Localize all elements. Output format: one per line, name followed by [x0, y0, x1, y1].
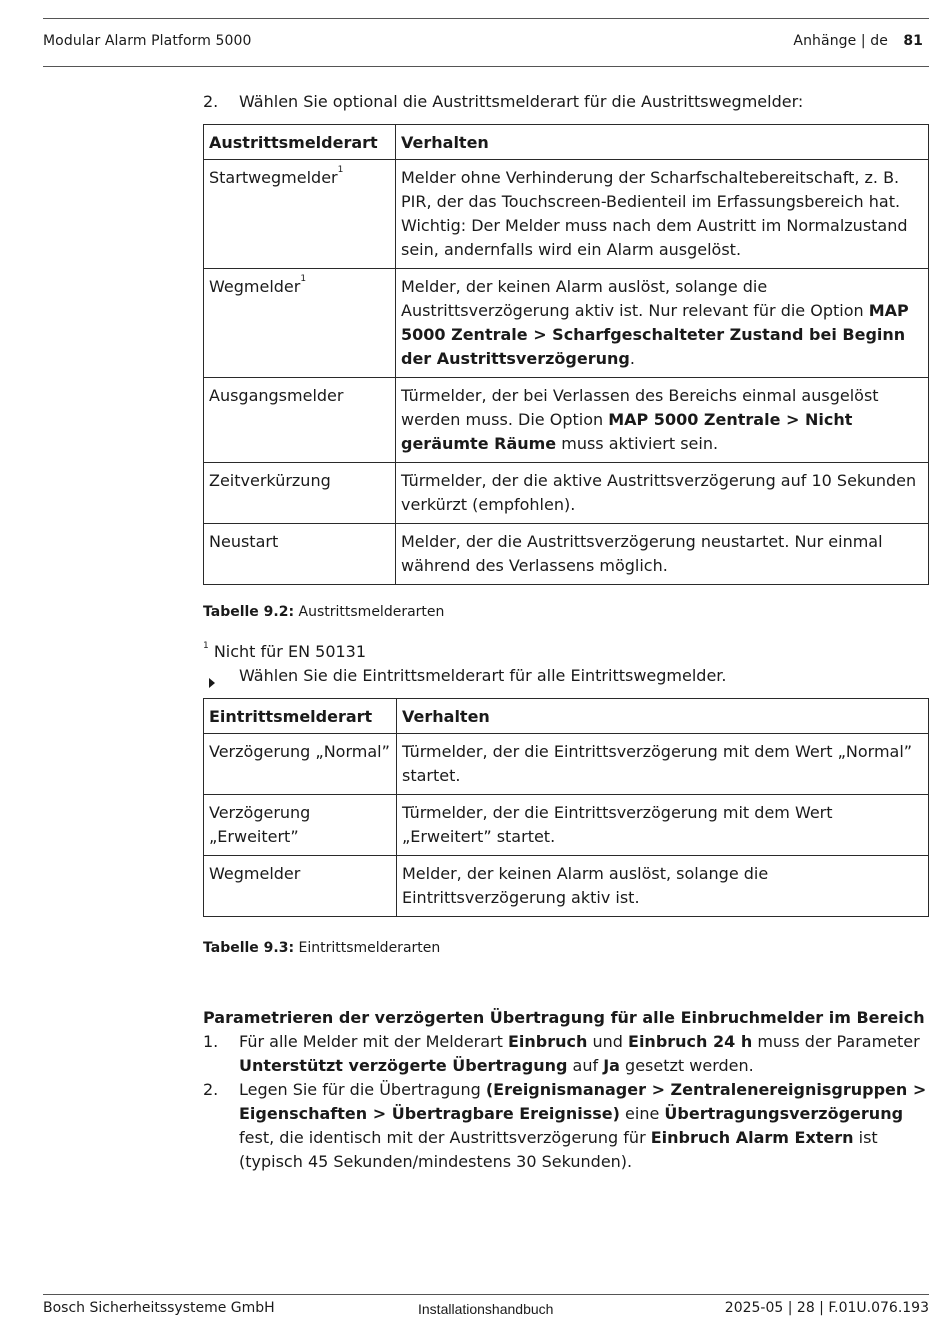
table-cell-behavior: Melder, der die Austrittsverzögerung neustartet. Nur einmal während des Verlassens möglich.: [396, 524, 929, 585]
table-cell-behavior: Türmelder, der die Eintrittsverzögerung mit dem Wert „Erweitert” startet.: [397, 795, 929, 856]
footer-company: Bosch Sicherheitssysteme GmbH: [43, 1300, 275, 1316]
column-header: Eintrittsmelderart: [204, 699, 397, 734]
header-top-rule: [43, 18, 929, 19]
table-cell-behavior: Melder, der keinen Alarm auslöst, solange die Eintrittsverzögerung aktiv ist.: [397, 856, 929, 917]
header-title: Modular Alarm Platform 5000: [43, 33, 252, 49]
table-row: [204, 795, 929, 856]
table-header-row: [204, 699, 929, 734]
exit-detector-table: [203, 124, 929, 585]
header-bottom-rule: [43, 66, 929, 67]
table-cell-behavior: Melder ohne Verhinderung der Scharfschaltebereitschaft, z. B. PIR, der das Touchscreen-Bedienteil im Erfassungsbereich hat. Wichtig: Der Melder muss nach dem Austritt im Normalzustand sein, andernfalls wird ein Alarm ausgelöst.: [396, 160, 929, 269]
table-row: [204, 269, 929, 378]
table-cell-behavior: Türmelder, der bei Verlassen des Bereichs einmal ausgelöst werden muss. Die Option MAP 5000 Zentrale > Nicht geräumte Räume muss aktiviert sein.: [396, 378, 929, 463]
table-row: [204, 856, 929, 917]
header-section: Anhänge | de: [793, 33, 888, 49]
table-cell-behavior: Türmelder, der die aktive Austrittsverzögerung auf 10 Sekunden verkürzt (empfohlen).: [396, 463, 929, 524]
table-cell-type: Verzögerung „Erweitert”: [204, 795, 397, 856]
table-cell-type: Zeitverkürzung: [204, 463, 396, 524]
table-row: [204, 524, 929, 585]
bullet-triangle-icon: [209, 671, 215, 695]
footer-document: Installationshandbuch: [418, 1301, 554, 1317]
table-cell-type: Verzögerung „Normal”: [204, 734, 397, 795]
footnote-marker: 1: [337, 165, 344, 175]
footnote: $^1$ Nicht für EN 50131: [203, 641, 367, 661]
table-cell-type: Ausgangsmelder: [204, 378, 396, 463]
column-header: Verhalten: [396, 125, 929, 160]
table-row: [204, 160, 929, 269]
table-cell-type: Wegmelder$^1$: [204, 269, 396, 378]
step-text: Wählen Sie optional die Austrittsmelderart für die Austrittswegmelder:: [239, 92, 804, 111]
table-cell-type: Wegmelder: [204, 856, 397, 917]
table-cell-behavior: Melder, der keinen Alarm auslöst, solange die Austrittsverzögerung aktiv ist. Nur relevant für die Option MAP 5000 Zentrale > Scharfgeschalteter Zustand bei Beginn der Austrittsverzögerung.: [396, 269, 929, 378]
column-header: Austrittsmelderart: [204, 125, 396, 160]
table-header-row: [204, 125, 929, 160]
footer-reference: 2025-05 | 28 | F.01U.076.193: [724, 1300, 929, 1316]
table-cell-type: Startwegmelder$^1$: [204, 160, 396, 269]
table-caption: Tabelle 9.3: Eintrittsmelderarten: [203, 940, 441, 956]
table-row: [204, 734, 929, 795]
footer-rule: [43, 1294, 929, 1295]
column-header: Verhalten: [397, 699, 929, 734]
table-row: [204, 463, 929, 524]
step-text: Wählen Sie die Eintrittsmelderart für alle Eintrittswegmelder.: [239, 666, 727, 685]
footnote-marker: 1: [300, 274, 307, 284]
section-heading: Parametrieren der verzögerten Übertragung für alle Einbruchmelder im Bereich: [203, 1008, 925, 1027]
table-cell-behavior: Türmelder, der die Eintrittsverzögerung mit dem Wert „Normal” startet.: [397, 734, 929, 795]
table-caption: Tabelle 9.2: Austrittsmelderarten: [203, 604, 445, 620]
section-transmission: [203, 1006, 929, 1174]
list-item: 2. Legen Sie für die Übertragung (Ereignismanager > Zentralenereignisgruppen > Eigenschaften > Übertragbare Ereignisse) eine Übertragungsverzögerung fest, die identisch mit der Austrittsverzögerung für Einbruch Alarm Extern ist (typisch 45 Sekunden/mindestens 30 Sekunden).: [203, 1080, 927, 1171]
table-row: [204, 378, 929, 463]
table-cell-type: Neustart: [204, 524, 396, 585]
header-page-number: 81: [903, 33, 923, 49]
entry-detector-table: [203, 698, 929, 917]
list-item: 1. Für alle Melder mit der Melderart Einbruch und Einbruch 24 h muss der Parameter Unterstützt verzögerte Übertragung auf Ja gesetzt werden.: [203, 1032, 920, 1075]
step-number: 2.: [203, 92, 219, 111]
